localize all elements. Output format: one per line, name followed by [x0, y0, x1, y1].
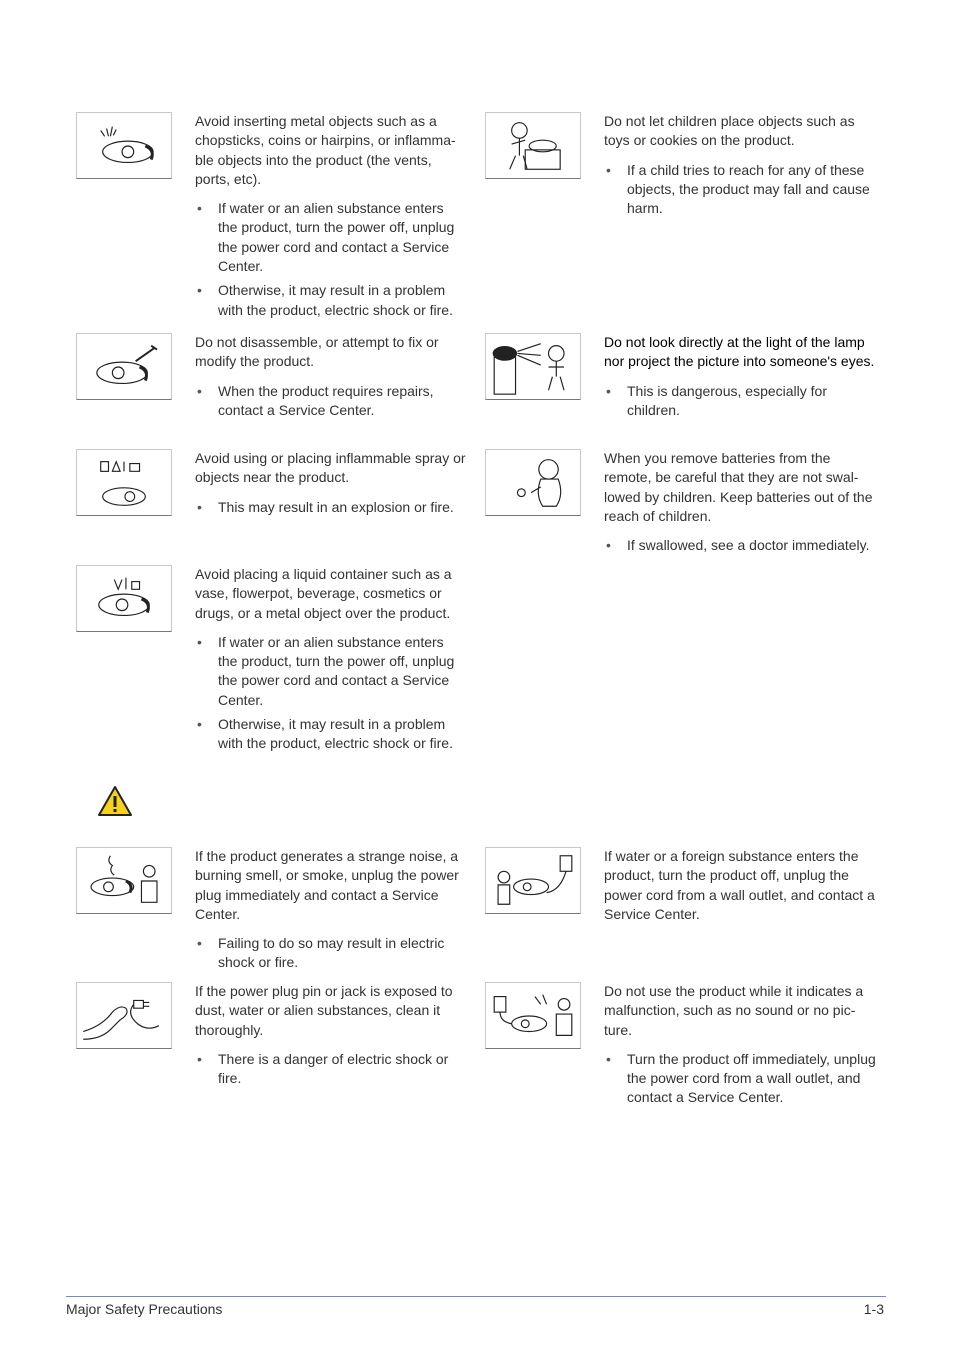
precaution-text: If the product generates a strange noise, a burning smell, or smoke, unplug the power plug immediately and contact a Service Center. — [195, 848, 459, 922]
bullet-list — [195, 498, 467, 517]
inflammable-spray-illustration-icon — [76, 449, 172, 516]
footer-section-title: Major Safety Precautions — [66, 1301, 223, 1317]
warning-triangle-icon — [97, 785, 133, 817]
bullet-item: • If swallowed, see a doctor immediately. — [604, 536, 876, 555]
precaution-text: Do not look directly at the light of the lamp nor project the picture into someone's eyes. — [604, 334, 875, 370]
liquid-container-illustration-icon — [76, 565, 172, 632]
metal-objects-illustration-icon — [76, 112, 172, 179]
bullet-list — [195, 199, 467, 320]
bullet-item: • Failing to do so may result in electric shock or fire. — [195, 934, 467, 973]
bullet-item: • Otherwise, it may result in a problem with the product, electric shock or fire. — [195, 715, 467, 754]
disassemble-illustration-icon — [76, 333, 172, 400]
bullet-item: • If a child tries to reach for any of these objects, the product may fall and cause harm. — [604, 161, 876, 219]
child-on-product-illustration-icon — [485, 112, 581, 179]
precaution-text: Do not use the product while it indicates a malfunction, such as no sound or no pic-ture. — [604, 983, 864, 1038]
bullet-item: • There is a danger of electric shock or fire. — [195, 1050, 467, 1089]
strange-noise-smoke-illustration-icon — [76, 847, 172, 914]
bullet-list — [604, 161, 876, 219]
bullet-item: • If water or an alien substance enters the product, turn the power off, unplug the power cord and contact a Service Center. — [195, 199, 467, 276]
footer-divider — [66, 1296, 886, 1297]
bullet-list — [195, 382, 467, 421]
bullet-item: • This may result in an explosion or fire. — [195, 498, 467, 517]
bullet-item: • This is dangerous, especially for children. — [604, 382, 876, 421]
bullet-list — [195, 934, 467, 973]
precaution-text: Avoid using or placing inflammable spray or objects near the product. — [195, 450, 466, 486]
bullet-list — [604, 382, 876, 421]
precaution-text: Avoid inserting metal objects such as a chopsticks, coins or hairpins, or inflamma-ble objects into the product (the vents, ports, etc). — [195, 113, 456, 187]
precaution-text: Avoid placing a liquid container such as a vase, flowerpot, beverage, cosmetics or drugs, or a metal object over the product. — [195, 566, 452, 621]
clean-plug-illustration-icon — [76, 982, 172, 1049]
child-batteries-illustration-icon — [485, 449, 581, 516]
malfunction-illustration-icon — [485, 982, 581, 1049]
bullet-item: • Otherwise, it may result in a problem with the product, electric shock or fire. — [195, 281, 467, 320]
bullet-item: • If water or an alien substance enters the product, turn the power off, unplug the power cord and contact a Service Center. — [195, 633, 467, 710]
bullet-list — [604, 1050, 876, 1108]
precaution-text: If the power plug pin or jack is exposed to dust, water or alien substances, clean it thoroughly. — [195, 983, 453, 1038]
lamp-light-eyes-illustration-icon — [485, 333, 581, 400]
precaution-text: If water or a foreign substance enters the product, turn the product off, unplug the power cord from a wall outlet, and contact a Service Center. — [604, 848, 875, 922]
bullet-list — [195, 633, 467, 754]
precaution-text: When you remove batteries from the remote, be careful that they are not swal-lowed by children. Keep batteries out of the reach of children. — [604, 450, 873, 524]
bullet-item: • When the product requires repairs, contact a Service Center. — [195, 382, 467, 421]
precaution-text: Do not disassemble, or attempt to fix or modify the product. — [195, 334, 439, 370]
bullet-list — [604, 536, 876, 555]
page-number: 1-3 — [863, 1301, 884, 1317]
foreign-substance-unplug-illustration-icon — [485, 847, 581, 914]
bullet-item: • Turn the product off immediately, unplug the power cord from a wall outlet, and contact a Service Center. — [604, 1050, 876, 1108]
precaution-text: Do not let children place objects such as toys or cookies on the product. — [604, 113, 855, 149]
bullet-list — [195, 1050, 467, 1089]
